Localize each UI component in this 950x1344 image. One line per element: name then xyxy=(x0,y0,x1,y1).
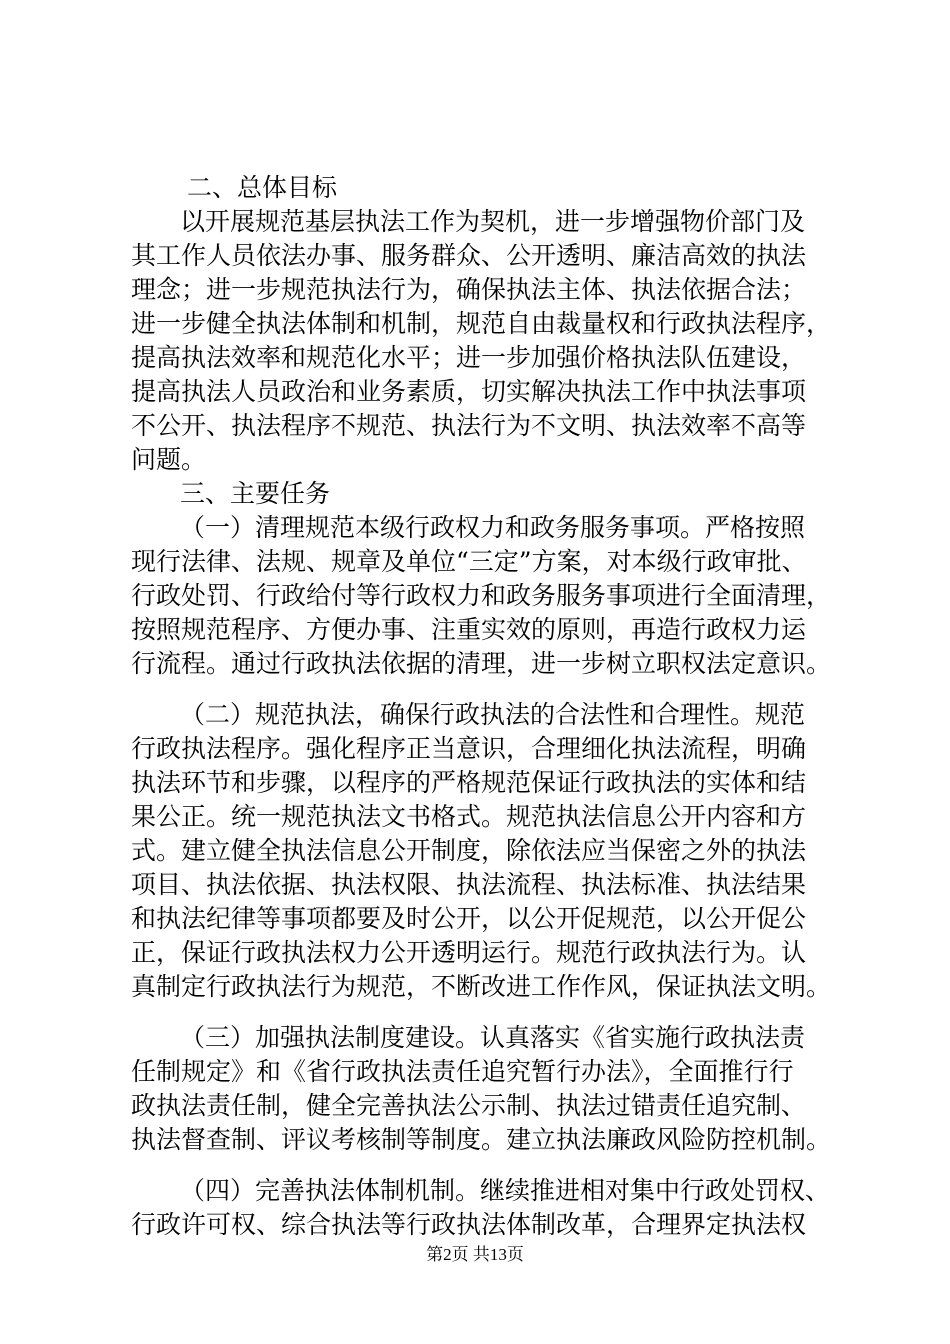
paragraph-line: 和执法纪律等事项都要及时公开，以公开促规范，以公开促公 xyxy=(131,904,807,933)
paragraph-line: 提高执法人员政治和业务素质，切实解决执法工作中执法事项 xyxy=(131,377,807,406)
paragraph-line: 行流程。通过行政执法依据的清理，进一步树立职权法定意识。 xyxy=(131,649,832,678)
paragraph-line: 进一步健全执法体制和机制，规范自由裁量权和行政执法程序， xyxy=(131,309,832,338)
paragraph-line: 现行法律、法规、规章及单位“三定”方案，对本级行政审批、 xyxy=(131,547,807,576)
paragraph-line: 其工作人员依法办事、服务群众、公开透明、廉洁高效的执法 xyxy=(131,241,807,270)
paragraph-line: 提高执法效率和规范化水平；进一步加强价格执法队伍建设， xyxy=(131,343,807,372)
paragraph-line: 政执法责任制，健全完善执法公示制、执法过错责任追究制、 xyxy=(131,1091,807,1120)
paragraph-line: 不公开、执法程序不规范、执法行为不文明、执法效率不高等 xyxy=(131,411,807,440)
paragraph-line: （四）完善执法体制机制。继续推进相对集中行政处罚权、 xyxy=(180,1176,831,1205)
paragraph-line: 行政处罚、行政给付等行政权力和政务服务事项进行全面清理， xyxy=(131,581,832,610)
paragraph-line: 行政执法程序。强化程序正当意识，合理细化执法流程，明确 xyxy=(131,734,807,763)
paragraph-line: 真制定行政执法行为规范，不断改进工作作风，保证执法文明。 xyxy=(131,972,832,1001)
paragraph-line: 按照规范程序、方便办事、注重实效的原则，再造行政权力运 xyxy=(131,615,807,644)
paragraph-line: 式。建立健全执法信息公开制度，除依法应当保密之外的执法 xyxy=(131,836,807,865)
section-heading: 三、主要任务 xyxy=(180,479,331,508)
paragraph-line: 执法环节和步骤，以程序的严格规范保证行政执法的实体和结 xyxy=(131,768,807,797)
page-number: 第2页 共13页 xyxy=(426,1245,524,1264)
paragraph-line: 正，保证行政执法权力公开透明运行。规范行政执法行为。认 xyxy=(131,938,807,967)
paragraph-line: 果公正。统一规范执法文书格式。规范执法信息公开内容和方 xyxy=(131,802,807,831)
paragraph-line: （三）加强执法制度建设。认真落实《省实施行政执法责 xyxy=(180,1023,806,1052)
paragraph-line: （一）清理规范本级行政权力和政务服务事项。严格按照 xyxy=(180,513,806,542)
paragraph-line: （二）规范执法，确保行政执法的合法性和合理性。规范 xyxy=(180,700,806,729)
paragraph-line: 项目、执法依据、执法权限、执法流程、执法标准、执法结果 xyxy=(131,870,807,899)
paragraph-line: 行政许可权、综合执法等行政执法体制改革，合理界定执法权 xyxy=(131,1210,807,1239)
paragraph-line: 执法督查制、评议考核制等制度。建立执法廉政风险防控机制。 xyxy=(131,1125,832,1154)
paragraph-line: 任制规定》和《省行政执法责任追究暂行办法》，全面推行行 xyxy=(131,1057,794,1086)
paragraph-line: 以开展规范基层执法工作为契机，进一步增强物价部门及 xyxy=(180,207,806,236)
paragraph-line: 问题。 xyxy=(131,445,207,474)
paragraph-line: 理念；进一步规范执法行为，确保执法主体、执法依据合法； xyxy=(131,275,807,304)
section-heading: 二、总体目标 xyxy=(187,173,338,202)
